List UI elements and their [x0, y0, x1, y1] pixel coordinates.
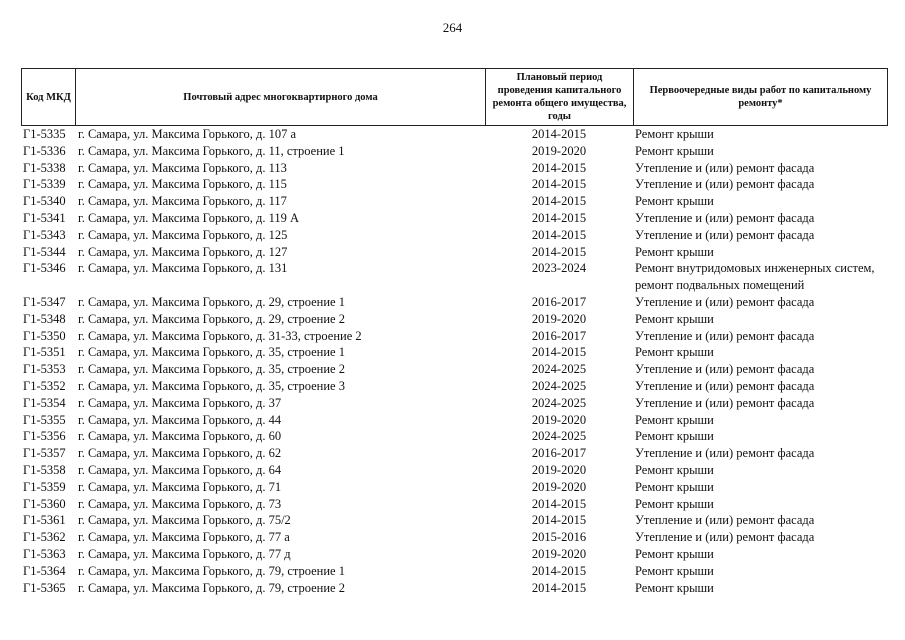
table-row — [21, 193, 887, 210]
row-code: Г1-5356 — [23, 429, 66, 444]
row-works: Ремонт крыши — [635, 345, 714, 360]
row-works: Утепление и (или) ремонт фасада — [635, 395, 815, 410]
header-address: Почтовый адрес многоквартирного дома — [76, 69, 486, 126]
row-works: Утепление и (или) ремонт фасада — [635, 378, 815, 393]
row-works: Ремонт крыши — [635, 194, 714, 209]
table-row — [21, 176, 887, 193]
table-row — [21, 244, 887, 261]
row-period: 2024-2025 — [531, 395, 587, 410]
row-address: г. Самара, ул. Максима Горького, д. 119 А — [78, 210, 300, 225]
row-code: Г1-5340 — [23, 194, 66, 209]
row-works: Ремонт крыши — [635, 563, 714, 578]
row-address: г. Самара, ул. Максима Горького, д. 62 — [78, 446, 282, 461]
row-period: 2024-2025 — [531, 429, 587, 444]
row-period: 2014-2015 — [531, 345, 587, 360]
row-code: Г1-5360 — [23, 496, 66, 511]
table-row — [21, 260, 887, 294]
row-works: Ремонт крыши — [635, 546, 714, 561]
row-address: г. Самара, ул. Максима Горького, д. 29, строение 1 — [78, 294, 345, 309]
table-body — [21, 126, 887, 596]
row-code: Г1-5347 — [23, 294, 66, 309]
table-row — [21, 378, 887, 395]
row-code: Г1-5338 — [23, 160, 66, 175]
row-code: Г1-5357 — [23, 446, 66, 461]
row-period: 2014-2015 — [531, 127, 587, 141]
row-works: Ремонт крыши — [635, 462, 714, 477]
capital-repair-table — [21, 68, 887, 596]
table-header — [21, 68, 888, 126]
row-period: 2016-2017 — [531, 328, 587, 343]
row-period: 2014-2015 — [531, 244, 587, 259]
row-works: Утепление и (или) ремонт фасада — [635, 328, 815, 343]
header-works: Первоочередные виды работ по капитальному ремонту* — [634, 69, 888, 126]
row-address: г. Самара, ул. Максима Горького, д. 44 — [78, 412, 282, 427]
table-row — [21, 344, 887, 361]
row-address: г. Самара, ул. Максима Горького, д. 37 — [78, 395, 282, 410]
row-address: г. Самара, ул. Максима Горького, д. 11, строение 1 — [78, 143, 345, 158]
row-address: г. Самара, ул. Максима Горького, д. 113 — [78, 160, 287, 175]
row-code: Г1-5365 — [23, 580, 66, 595]
row-period: 2014-2015 — [531, 177, 587, 192]
row-period: 2016-2017 — [531, 446, 587, 461]
row-works: Ремонт крыши — [635, 496, 714, 511]
page-number: 264 — [442, 20, 463, 35]
row-period: 2014-2015 — [531, 160, 587, 175]
row-period: 2014-2015 — [531, 227, 587, 242]
row-period: 2014-2015 — [531, 210, 587, 225]
row-address: г. Самара, ул. Максима Горького, д. 31-33, строение 2 — [78, 328, 362, 343]
row-period: 2024-2025 — [531, 362, 587, 377]
row-address: г. Самара, ул. Максима Горького, д. 77 а — [78, 530, 290, 545]
table-row — [21, 412, 887, 429]
row-code: Г1-5355 — [23, 412, 66, 427]
table-row — [21, 143, 887, 160]
row-period: 2019-2020 — [531, 479, 587, 494]
row-works: Ремонт внутридомовых инженерных систем, ремонт подвальных помещений — [635, 261, 875, 293]
row-works: Ремонт крыши — [635, 429, 714, 444]
row-address: г. Самара, ул. Максима Горького, д. 131 — [78, 261, 288, 276]
row-code: Г1-5359 — [23, 479, 66, 494]
table-row — [21, 227, 887, 244]
row-address: г. Самара, ул. Максима Горького, д. 29, строение 2 — [78, 311, 345, 326]
row-address: г. Самара, ул. Максима Горького, д. 60 — [78, 429, 282, 444]
row-address: г. Самара, ул. Максима Горького, д. 107 а — [78, 127, 296, 141]
row-period: 2014-2015 — [531, 563, 587, 578]
row-address: г. Самара, ул. Максима Горького, д. 79, строение 2 — [78, 580, 345, 595]
row-period: 2024-2025 — [531, 378, 587, 393]
row-code: Г1-5335 — [23, 127, 66, 141]
table-row — [21, 529, 887, 546]
row-works: Утепление и (или) ремонт фасада — [635, 446, 815, 461]
row-code: Г1-5348 — [23, 311, 66, 326]
row-period: 2019-2020 — [531, 143, 587, 158]
row-period: 2019-2020 — [531, 311, 587, 326]
row-code: Г1-5351 — [23, 345, 66, 360]
row-works: Утепление и (или) ремонт фасада — [635, 177, 815, 192]
row-code: Г1-5346 — [23, 261, 66, 276]
table-row — [21, 160, 887, 177]
row-works: Ремонт крыши — [635, 479, 714, 494]
row-code: Г1-5344 — [23, 244, 66, 259]
row-address: г. Самара, ул. Максима Горького, д. 77 д — [78, 546, 291, 561]
row-code: Г1-5350 — [23, 328, 66, 343]
row-works: Утепление и (или) ремонт фасада — [635, 513, 815, 528]
row-period: 2014-2015 — [531, 580, 587, 595]
row-code: Г1-5361 — [23, 513, 66, 528]
row-code: Г1-5336 — [23, 143, 66, 158]
row-works: Ремонт крыши — [635, 311, 714, 326]
row-period: 2019-2020 — [531, 462, 587, 477]
table-row — [21, 580, 887, 597]
table-row — [21, 210, 887, 227]
table-row — [21, 462, 887, 479]
row-period: 2019-2020 — [531, 546, 587, 561]
row-address: г. Самара, ул. Максима Горького, д. 115 — [78, 177, 287, 192]
row-code: Г1-5339 — [23, 177, 66, 192]
row-period: 2014-2015 — [531, 496, 587, 511]
row-address: г. Самара, ул. Максима Горького, д. 71 — [78, 479, 282, 494]
header-period: Плановый период проведения капитального ремонта общего имущества, годы — [486, 69, 634, 126]
row-address: г. Самара, ул. Максима Горького, д. 64 — [78, 462, 282, 477]
row-code: Г1-5353 — [23, 362, 66, 377]
row-period: 2014-2015 — [531, 513, 587, 528]
row-period: 2023-2024 — [531, 261, 587, 276]
table-row — [21, 445, 887, 462]
row-works: Ремонт крыши — [635, 143, 714, 158]
row-address: г. Самара, ул. Максима Горького, д. 127 — [78, 244, 288, 259]
row-works: Утепление и (или) ремонт фасада — [635, 294, 815, 309]
table-row — [21, 294, 887, 311]
table-row — [21, 428, 887, 445]
row-code: Г1-5343 — [23, 227, 66, 242]
row-period: 2016-2017 — [531, 294, 587, 309]
row-address: г. Самара, ул. Максима Горького, д. 75/2 — [78, 513, 291, 528]
row-works: Ремонт крыши — [635, 127, 714, 141]
row-works: Ремонт крыши — [635, 580, 714, 595]
row-works: Утепление и (или) ремонт фасада — [635, 160, 815, 175]
table-row — [21, 395, 887, 412]
row-address: г. Самара, ул. Максима Горького, д. 35, строение 1 — [78, 345, 345, 360]
row-works: Утепление и (или) ремонт фасада — [635, 227, 815, 242]
row-works: Утепление и (или) ремонт фасада — [635, 210, 815, 225]
row-code: Г1-5352 — [23, 378, 66, 393]
row-address: г. Самара, ул. Максима Горького, д. 35, строение 2 — [78, 362, 345, 377]
table-row — [21, 361, 887, 378]
row-period: 2014-2015 — [531, 194, 587, 209]
table-row — [21, 479, 887, 496]
table-row — [21, 496, 887, 513]
row-address: г. Самара, ул. Максима Горького, д. 73 — [78, 496, 282, 511]
row-code: Г1-5341 — [23, 210, 66, 225]
row-works: Ремонт крыши — [635, 244, 714, 259]
row-period: 2019-2020 — [531, 412, 587, 427]
row-address: г. Самара, ул. Максима Горького, д. 125 — [78, 227, 288, 242]
row-code: Г1-5364 — [23, 563, 66, 578]
table-row — [21, 126, 887, 143]
table-row — [21, 311, 887, 328]
table-row — [21, 563, 887, 580]
row-code: Г1-5354 — [23, 395, 66, 410]
table-row — [21, 512, 887, 529]
row-address: г. Самара, ул. Максима Горького, д. 79, строение 1 — [78, 563, 345, 578]
row-works: Утепление и (или) ремонт фасада — [635, 530, 815, 545]
header-code: Код МКД — [22, 69, 76, 126]
row-address: г. Самара, ул. Максима Горького, д. 35, строение 3 — [78, 378, 345, 393]
row-period: 2015-2016 — [531, 530, 587, 545]
row-code: Г1-5362 — [23, 530, 66, 545]
row-address: г. Самара, ул. Максима Горького, д. 117 — [78, 194, 287, 209]
row-works: Ремонт крыши — [635, 412, 714, 427]
table-row — [21, 546, 887, 563]
table-row — [21, 328, 887, 345]
row-works: Утепление и (или) ремонт фасада — [635, 362, 815, 377]
row-code: Г1-5358 — [23, 462, 66, 477]
row-code: Г1-5363 — [23, 546, 66, 561]
